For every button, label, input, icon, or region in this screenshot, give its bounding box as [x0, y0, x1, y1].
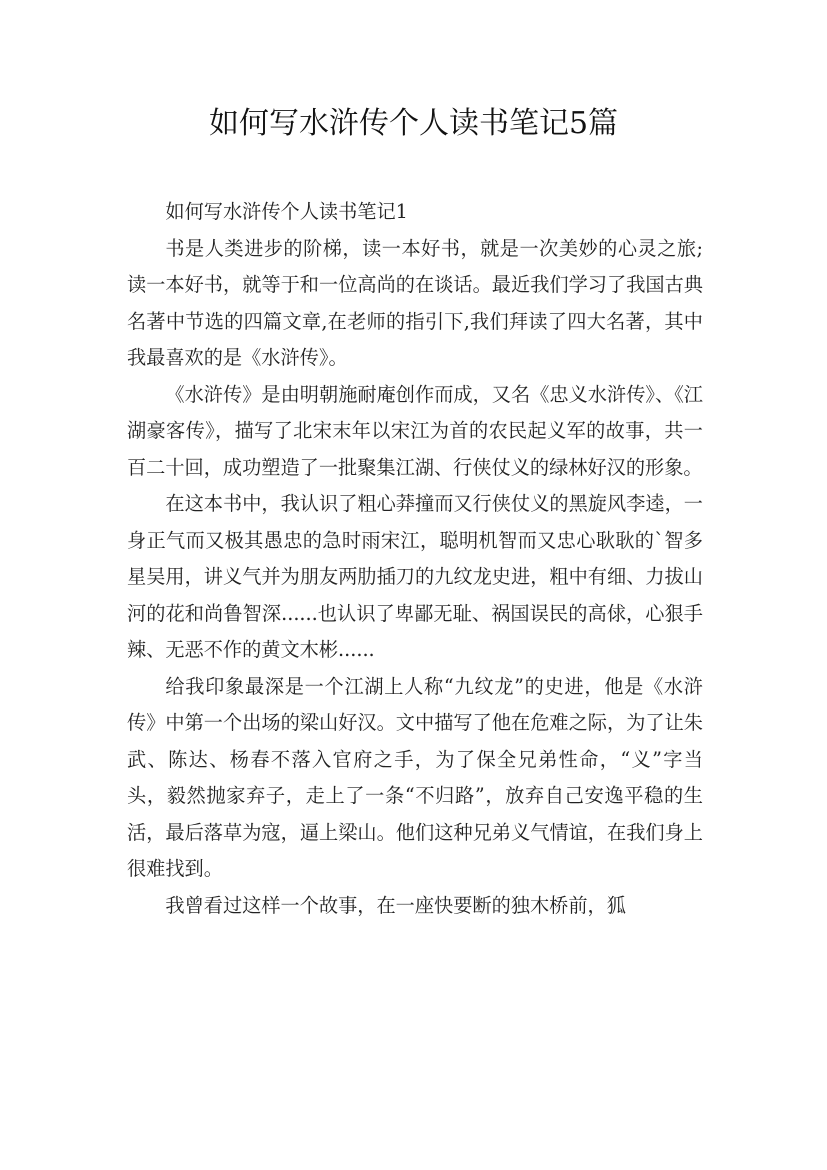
body-paragraph: 我曾看过这样一个故事，在一座快要断的独木桥前，狐: [165, 893, 626, 917]
body-paragraph: 给我印象最深是一个江湖上人称“九纹龙”的史进，他是《水浒传》中第一个出场的梁山好汉。文中描写了他在危难之际，为了让朱武、陈达、杨春不落入官府之手，为了保全兄弟性命，“义”字当头，毅然抛家弃子，走上了一条“不归路”，放弃自己安逸平稳的生活，最后落草为寇，逼上梁山。他们这种兄弟义气情谊，在我们身上很难找到。: [127, 674, 703, 880]
body-paragraph: 《水浒传》是由明朝施耐庵创作而成，又名《忠义水浒传》、《江湖豪客传》，描写了北宋末年以宋江为首的农民起义军的故事，共一百二十回，成功塑造了一批聚集江湖、行侠仗义的绿林好汉的形象。: [127, 382, 703, 479]
document-title: 如何写水浒传个人读书笔记5篇: [208, 106, 619, 141]
body-paragraph: 在这本书中，我认识了粗心莽撞而又行侠仗义的黑旋风李逵，一身正气而又极其愚忠的急时雨宋江，聪明机智而又忠心耿耿的`智多星吴用，讲义气并为朋友两肋插刀的九纹龙史进，粗中有细、力拔山河的花和尚鲁智深......也认识了卑鄙无耻、祸国误民的高俅，心狠手辣、无恶不作的黄文木彬......: [127, 492, 703, 661]
section-heading: 如何写水浒传个人读书笔记1: [165, 200, 408, 223]
document-body: [127, 194, 703, 924]
body-paragraph: 书是人类进步的阶梯，读一本好书，就是一次美妙的心灵之旅;读一本好书，就等于和一位高尚的在谈话。最近我们学习了我国古典名著中节选的四篇文章,在老师的指引下,我们拜读了四大名著，其中我最喜欢的是《水浒传》。: [127, 236, 703, 369]
